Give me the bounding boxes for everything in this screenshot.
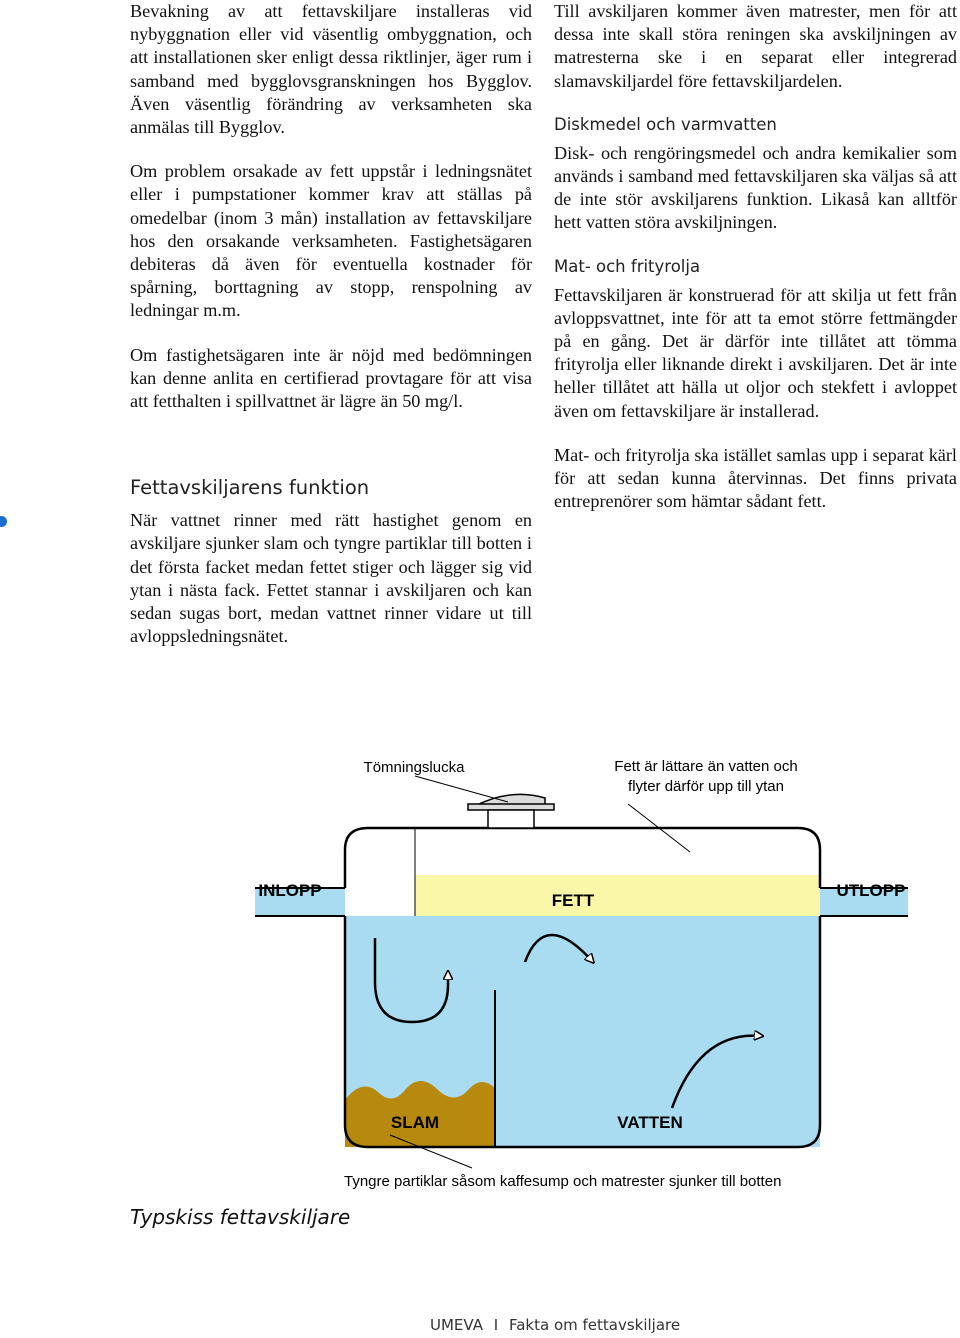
label-fett-note-1: Fett är lättare än vatten och (614, 758, 798, 775)
right-column (554, 0, 957, 513)
footer-separator: I (493, 1316, 499, 1334)
label-vatten: VATTEN (617, 1113, 683, 1132)
footer-brand: UMEVA (430, 1316, 483, 1334)
footer-title: Fakta om fettavskiljare (508, 1316, 681, 1334)
left-paragraph-3: Om fastighetsägaren inte är nöjd med bedömningen kan denne anlita en certifierad provtagare för att visa att fetthalten i spillvattnet är lägre än 50 mg/l. (130, 344, 532, 412)
left-paragraph-1: Bevakning av att fettavskiljare installeras vid nybyggnation eller vid väsentlig ombyggnation, och att installationen sker enligt dessa riktlinjer, äger rum i samband med bygglovsgranskningen hos Bygglov. Även väsentlig förändring av verksamheten ska anmälas till Bygglov. (130, 1, 532, 138)
label-fett: FETT (551, 891, 595, 910)
left-paragraph-4: När vattnet rinner med rätt hastighet genom en avskiljare sjunker slam och tyngre partiklar till botten i det första facket medan fettet stiger och lägger sig vid ytan i nästa fack. Fettet stannar i avskiljaren och kan sedan sugas bort, medan vattnet rinner vidare ut till avloppsledningsnätet. (130, 510, 532, 647)
label-fett-note-2: flyter därför upp till ytan (628, 778, 784, 795)
label-partiklar: Tyngre partiklar såsom kaffesump och matrester sjunker till botten (344, 1173, 782, 1190)
label-tomning: Tömningslucka (363, 759, 465, 776)
right-paragraph-4: Mat- och frityrolja ska istället samlas upp i separat kärl för att sedan kunna återvinnas. Det finns privata entreprenörer som hämtar sådant fett. (554, 444, 957, 512)
grease-separator-diagram (0, 740, 960, 1200)
left-column (130, 0, 532, 648)
label-slam: SLAM (390, 1113, 440, 1132)
right-paragraph-2: Disk- och rengöringsmedel och andra kemikalier som används i samband med fettavskiljaren ska väljas så att de inte stör avskiljarens funktion. Likaså kan alltför hett vatten störa avskiljningen. (554, 142, 957, 233)
section-heading-function: Fettavskiljarens funktion (130, 476, 370, 500)
fat-layer (415, 875, 820, 916)
subheading-diskmedel: Diskmedel och varmvatten (554, 114, 777, 134)
right-paragraph-1: Till avskiljaren kommer även matrester, men för att dessa inte skall störa reningen ska avskiljningen av matresterna ske i en separat eller integrerad slamavskiljardel före fettavskiljardelen. (554, 1, 957, 91)
right-paragraph-3: Fettavskiljaren är konstruerad för att skilja ut fett från avloppsvattnet, inte för att ta emot större fettmängder på en gång. Det är därför inte tillåtet att tömma frityrolja eller liknande direkt i avskiljaren. Det är inte heller tillåtet att hälla ut oljor och stekfett i avloppet även om fettavskiljare är installerad. (554, 284, 957, 421)
page-footer (430, 1316, 680, 1334)
pointer-tomning (415, 776, 508, 802)
label-inlopp: INLOPP (258, 881, 322, 900)
margin-bullet (0, 516, 7, 527)
label-utlopp: UTLOPP (836, 881, 906, 900)
figure-caption: Typskiss fettavskiljare (130, 1205, 351, 1229)
subheading-frityrolja: Mat- och frityrolja (554, 256, 701, 276)
left-paragraph-2: Om problem orsakade av fett uppstår i ledningsnätet eller i pumpstationer kommer krav att ställas på omedelbar (inom 3 mån) installation av fettavskiljare hos den orsakande verksamheten. Fastighetsägaren debiteras då även för eventuella kostnader för spårning, borttagning av stopp, renspolning av ledningar m.m. (130, 161, 532, 321)
